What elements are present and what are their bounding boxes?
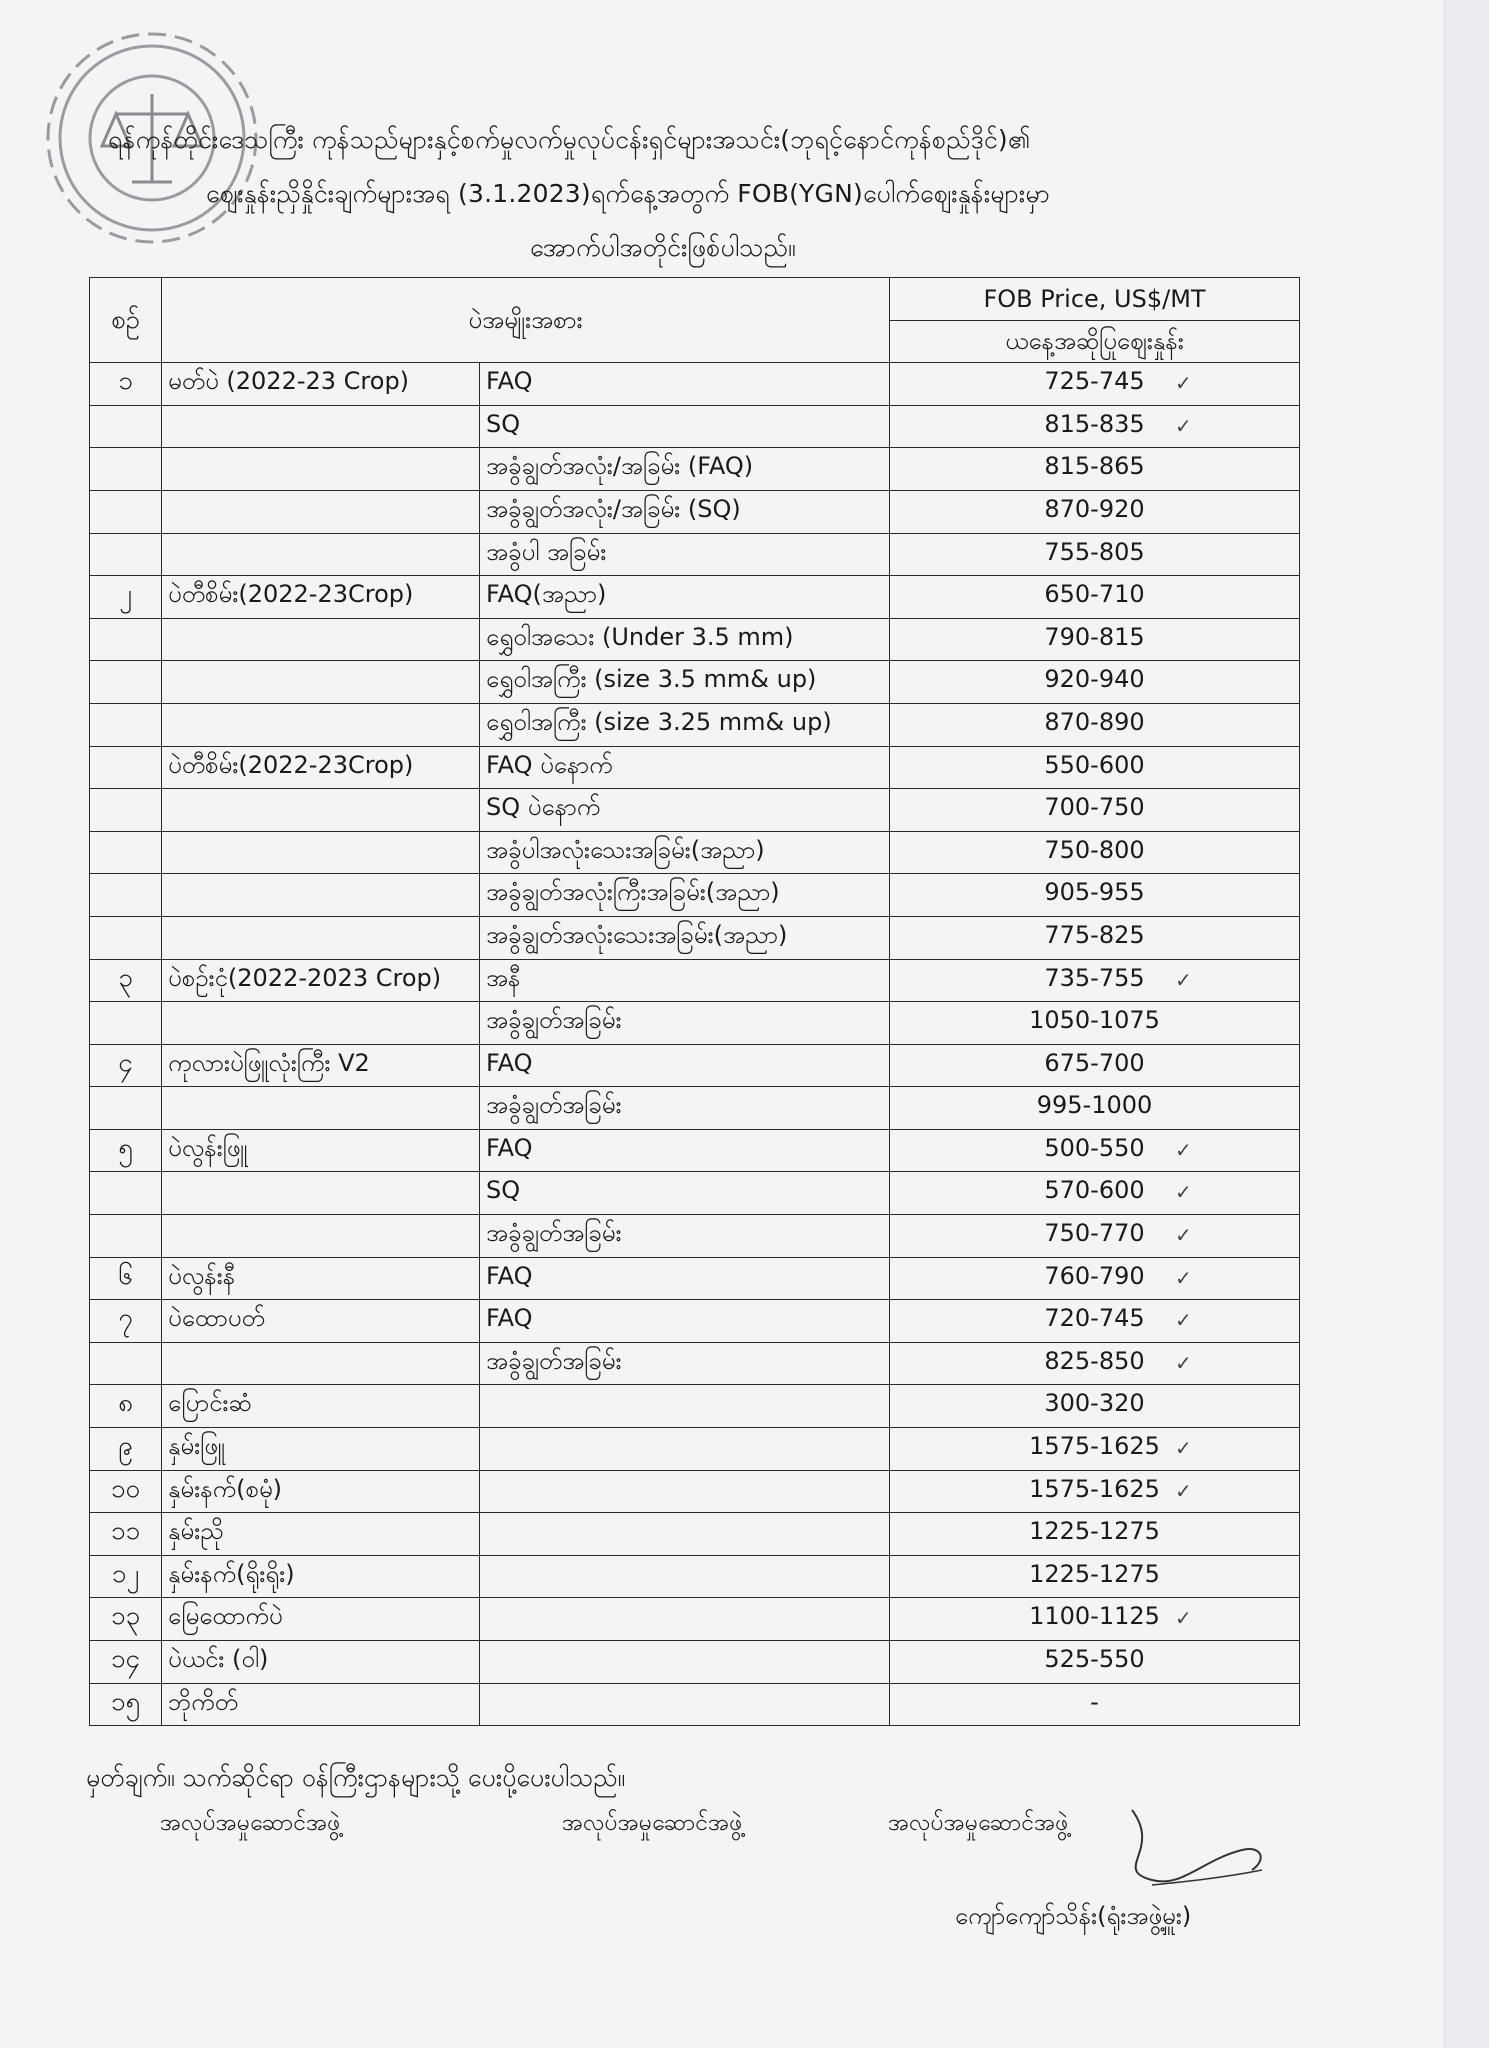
product-grade: FAQ	[480, 363, 890, 406]
row-number	[90, 661, 162, 704]
table-row	[90, 576, 1300, 619]
product-grade	[480, 1683, 890, 1726]
table-row	[90, 1641, 1300, 1684]
product-name	[162, 1215, 480, 1258]
price-cell	[890, 1172, 1300, 1215]
price-value: 1225-1275	[1029, 1559, 1160, 1588]
product-grade: အခွံပါအလုံးသေးအခြမ်း(အညာ)	[480, 831, 890, 874]
price-cell	[890, 576, 1300, 619]
product-name: မြေထောက်ပဲ	[162, 1598, 480, 1641]
price-cell	[890, 959, 1300, 1002]
product-grade	[480, 1513, 890, 1556]
remark-note: မှတ်ချက်။ သက်ဆိုင်ရာ ဝန်ကြီးဌာနများသို့ ပေးပို့ပေးပါသည်။	[86, 1763, 626, 1792]
row-number: ၁၄	[90, 1641, 162, 1684]
table-row	[90, 1257, 1300, 1300]
title-line-3: အောက်ပါအတိုင်းဖြစ်ပါသည်။	[530, 233, 796, 262]
table-row	[90, 1470, 1300, 1513]
check-mark-icon: ✓	[1175, 1265, 1192, 1290]
signature-label-1: အလုပ်အမှုဆောင်အဖွဲ့	[160, 1810, 341, 1836]
table-row	[90, 1215, 1300, 1258]
product-name: ပြောင်းဆံ	[162, 1385, 480, 1428]
product-name: ကုလားပဲဖြူလုံးကြီး V2	[162, 1044, 480, 1087]
table-row	[90, 618, 1300, 661]
product-name	[162, 1087, 480, 1130]
price-cell	[890, 703, 1300, 746]
product-grade: SQ	[480, 405, 890, 448]
product-name: နှမ်းနက်(စမုံ)	[162, 1470, 480, 1513]
table-row	[90, 746, 1300, 789]
price-value: -	[1090, 1687, 1099, 1716]
product-grade	[480, 1385, 890, 1428]
product-grade	[480, 1641, 890, 1684]
row-number: ၁၁	[90, 1513, 162, 1556]
price-value: 1575-1625	[1029, 1474, 1160, 1503]
row-number	[90, 490, 162, 533]
price-cell	[890, 1257, 1300, 1300]
table-row	[90, 1002, 1300, 1045]
price-value: 995-1000	[1036, 1091, 1153, 1120]
product-name: ပဲထောပတ်	[162, 1300, 480, 1343]
table-row	[90, 1300, 1300, 1343]
price-value: 750-770	[1044, 1219, 1145, 1248]
price-cell	[890, 1044, 1300, 1087]
table-row	[90, 490, 1300, 533]
price-value: 725-745	[1044, 367, 1145, 396]
row-number	[90, 789, 162, 832]
header-no: စဉ်	[90, 278, 162, 363]
price-value: 905-955	[1044, 878, 1145, 907]
product-name	[162, 916, 480, 959]
product-name: ဘိုကိတ်	[162, 1683, 480, 1726]
price-value: 790-815	[1044, 622, 1145, 651]
row-number: ၁၀	[90, 1470, 162, 1513]
product-grade	[480, 1470, 890, 1513]
table-row	[90, 533, 1300, 576]
check-mark-icon: ✓	[1175, 1180, 1192, 1205]
price-cell	[890, 1385, 1300, 1428]
price-cell	[890, 746, 1300, 789]
price-value: 700-750	[1044, 793, 1145, 822]
price-value: 920-940	[1044, 665, 1145, 694]
price-cell	[890, 490, 1300, 533]
check-mark-icon: ✓	[1175, 967, 1192, 992]
check-mark-icon: ✓	[1175, 1350, 1192, 1375]
price-cell	[890, 1342, 1300, 1385]
table-row	[90, 661, 1300, 704]
signature-label-2: အလုပ်အမှုဆောင်အဖွဲ့	[562, 1810, 743, 1836]
row-number: ၉	[90, 1428, 162, 1471]
product-grade	[480, 1598, 890, 1641]
product-name: ပဲတီစိမ်း(2022-23Crop)	[162, 746, 480, 789]
product-name	[162, 448, 480, 491]
row-number: ၃	[90, 959, 162, 1002]
price-value: 735-755	[1044, 963, 1145, 992]
price-value: 1050-1075	[1029, 1006, 1160, 1035]
table-row	[90, 448, 1300, 491]
signer-name: ကျော်ကျော်သိန်း(ရုံးအဖွဲ့မှူး)	[955, 1902, 1192, 1930]
product-name	[162, 831, 480, 874]
check-mark-icon: ✓	[1175, 413, 1192, 438]
product-name: ပဲလွန်းဖြူ	[162, 1129, 480, 1172]
handwritten-signature	[1092, 1790, 1292, 1900]
product-name	[162, 405, 480, 448]
row-number	[90, 746, 162, 789]
price-value: 775-825	[1044, 920, 1145, 949]
product-grade: SQ	[480, 1172, 890, 1215]
product-name	[162, 1172, 480, 1215]
price-table	[89, 277, 1300, 1726]
price-cell	[890, 789, 1300, 832]
product-grade: FAQ(အညာ)	[480, 576, 890, 619]
row-number: ၄	[90, 1044, 162, 1087]
product-grade: အခွံချွတ်အလုံးကြီးအခြမ်း(အညာ)	[480, 874, 890, 917]
row-number	[90, 1002, 162, 1045]
product-name	[162, 1342, 480, 1385]
product-name	[162, 490, 480, 533]
table-row	[90, 1513, 1300, 1556]
check-mark-icon: ✓	[1175, 1478, 1192, 1503]
price-value: 870-890	[1044, 707, 1145, 736]
row-number: ၁၃	[90, 1598, 162, 1641]
product-grade: အခွံချွတ်အလုံး/အခြမ်း (FAQ)	[480, 448, 890, 491]
product-grade: ရွှေဝါအသေး (Under 3.5 mm)	[480, 618, 890, 661]
title-line-1: ရန်ကုန်တိုင်းဒေသကြီး ကုန်သည်များနှင့်စက်မှုလက်မှုလုပ်ငန်းရှင်များအသင်း(ဘုရင့်နောင်ကုန်စည်ဒိုင်)၏	[108, 125, 1031, 154]
product-grade: အခွံချွတ်အခြမ်း	[480, 1087, 890, 1130]
row-number	[90, 533, 162, 576]
row-number	[90, 1342, 162, 1385]
price-value: 500-550	[1044, 1133, 1145, 1162]
row-number	[90, 1087, 162, 1130]
product-grade: အခွံချွတ်အလုံး/အခြမ်း (SQ)	[480, 490, 890, 533]
product-grade: အခွံချွတ်အခြမ်း	[480, 1002, 890, 1045]
check-mark-icon: ✓	[1175, 1436, 1192, 1461]
price-cell	[890, 1555, 1300, 1598]
price-cell	[890, 1087, 1300, 1130]
table-row	[90, 1172, 1300, 1215]
title-line-2: ဈေးနှုန်းညှိနှိုင်းချက်များအရ (3.1.2023)ရက်နေ့အတွက် FOB(YGN)ပေါက်ဈေးနှုန်းများမှာ	[206, 179, 1051, 208]
table-row	[90, 1385, 1300, 1428]
price-cell	[890, 1002, 1300, 1045]
product-grade: အခွံချွတ်အခြမ်း	[480, 1215, 890, 1258]
price-cell	[890, 533, 1300, 576]
price-cell	[890, 618, 1300, 661]
price-value: 750-800	[1044, 835, 1145, 864]
product-grade: FAQ	[480, 1257, 890, 1300]
price-value: 570-600	[1044, 1176, 1145, 1205]
row-number	[90, 831, 162, 874]
table-row	[90, 831, 1300, 874]
product-name	[162, 874, 480, 917]
check-mark-icon: ✓	[1175, 1137, 1192, 1162]
product-grade: FAQ	[480, 1129, 890, 1172]
product-grade	[480, 1428, 890, 1471]
table-row	[90, 874, 1300, 917]
product-name	[162, 789, 480, 832]
row-number	[90, 618, 162, 661]
price-cell	[890, 1470, 1300, 1513]
row-number	[90, 405, 162, 448]
price-value: 720-745	[1044, 1304, 1145, 1333]
price-value: 870-920	[1044, 494, 1145, 523]
price-cell	[890, 1598, 1300, 1641]
product-grade: အခွံချွတ်အခြမ်း	[480, 1342, 890, 1385]
table-row	[90, 1428, 1300, 1471]
price-value: 815-865	[1044, 452, 1145, 481]
table-row	[90, 1044, 1300, 1087]
price-value: 550-600	[1044, 750, 1145, 779]
price-value: 300-320	[1044, 1389, 1145, 1418]
product-name	[162, 533, 480, 576]
product-grade: ရွှေဝါအကြီး (size 3.5 mm& up)	[480, 661, 890, 704]
header-price: FOB Price, US$/MT	[890, 278, 1300, 321]
row-number: ၁၂	[90, 1555, 162, 1598]
row-number	[90, 1215, 162, 1258]
row-number: ၇	[90, 1300, 162, 1343]
product-name: ပဲစဉ်းငုံ(2022-2023 Crop)	[162, 959, 480, 1002]
row-number: ၁	[90, 363, 162, 406]
price-cell	[890, 363, 1300, 406]
price-cell	[890, 1300, 1300, 1343]
table-row	[90, 405, 1300, 448]
product-grade: အခွံပါ အခြမ်း	[480, 533, 890, 576]
product-name	[162, 1002, 480, 1045]
table-row	[90, 703, 1300, 746]
check-mark-icon: ✓	[1175, 371, 1192, 396]
price-value: 815-835	[1044, 409, 1145, 438]
row-number	[90, 703, 162, 746]
price-cell	[890, 874, 1300, 917]
product-name	[162, 618, 480, 661]
product-name: နှမ်းဖြူ	[162, 1428, 480, 1471]
signature-label-3: အလုပ်အမှုဆောင်အဖွဲ့	[888, 1810, 1069, 1836]
price-cell	[890, 1428, 1300, 1471]
price-cell	[890, 405, 1300, 448]
check-mark-icon: ✓	[1175, 1223, 1192, 1248]
price-value: 1100-1125	[1029, 1602, 1160, 1631]
row-number: ၂	[90, 576, 162, 619]
table-row	[90, 1129, 1300, 1172]
check-mark-icon: ✓	[1175, 1606, 1192, 1631]
header-row	[90, 278, 1300, 321]
price-cell	[890, 661, 1300, 704]
price-cell	[890, 1129, 1300, 1172]
price-cell	[890, 831, 1300, 874]
price-value: 525-550	[1044, 1645, 1145, 1673]
table-row	[90, 916, 1300, 959]
price-cell	[890, 1641, 1300, 1684]
header-price-sub: ယနေ့အဆိုပြုဈေးနှုန်း	[890, 320, 1300, 363]
product-grade: FAQ	[480, 1044, 890, 1087]
product-grade: အခွံချွတ်အလုံးသေးအခြမ်း(အညာ)	[480, 916, 890, 959]
table-row	[90, 363, 1300, 406]
price-cell	[890, 1513, 1300, 1556]
product-grade: ရွှေဝါအကြီး (size 3.25 mm& up)	[480, 703, 890, 746]
page-edge	[1444, 0, 1489, 2048]
table-row	[90, 1598, 1300, 1641]
table-row	[90, 1683, 1300, 1726]
table-row	[90, 1087, 1300, 1130]
row-number	[90, 448, 162, 491]
table-row	[90, 1342, 1300, 1385]
price-value: 1225-1275	[1029, 1517, 1160, 1546]
product-name: မတ်ပဲ (2022-23 Crop)	[162, 363, 480, 406]
row-number: ၆	[90, 1257, 162, 1300]
price-value: 650-710	[1044, 580, 1145, 609]
price-cell	[890, 1683, 1300, 1726]
product-name: ပဲယင်း (ဝါ)	[162, 1641, 480, 1684]
price-cell	[890, 916, 1300, 959]
row-number: ၅	[90, 1129, 162, 1172]
row-number	[90, 874, 162, 917]
product-name	[162, 661, 480, 704]
product-name: ပဲလွန်းနီ	[162, 1257, 480, 1300]
table-row	[90, 959, 1300, 1002]
check-mark-icon: ✓	[1175, 1308, 1192, 1333]
product-grade: SQ ပဲနောက်	[480, 789, 890, 832]
product-grade	[480, 1555, 890, 1598]
product-name: ပဲတီစိမ်း(2022-23Crop)	[162, 576, 480, 619]
table-row	[90, 789, 1300, 832]
price-value: 825-850	[1044, 1346, 1145, 1375]
row-number	[90, 916, 162, 959]
price-cell	[890, 1215, 1300, 1258]
price-value: 760-790	[1044, 1261, 1145, 1290]
product-grade: FAQ ပဲနောက်	[480, 746, 890, 789]
product-name: နှမ်းညို	[162, 1513, 480, 1556]
row-number	[90, 1172, 162, 1215]
product-grade: အနီ	[480, 959, 890, 1002]
price-value: 755-805	[1044, 537, 1145, 566]
price-value: 675-700	[1044, 1048, 1145, 1077]
table-row	[90, 1555, 1300, 1598]
row-number: ၈	[90, 1385, 162, 1428]
product-name: နှမ်းနက်(ရိုးရိုး)	[162, 1555, 480, 1598]
header-item: ပဲအမျိုးအစား	[162, 278, 890, 363]
row-number: ၁၅	[90, 1683, 162, 1726]
price-cell	[890, 448, 1300, 491]
product-name	[162, 703, 480, 746]
product-grade: FAQ	[480, 1300, 890, 1343]
price-value: 1575-1625	[1029, 1432, 1160, 1461]
